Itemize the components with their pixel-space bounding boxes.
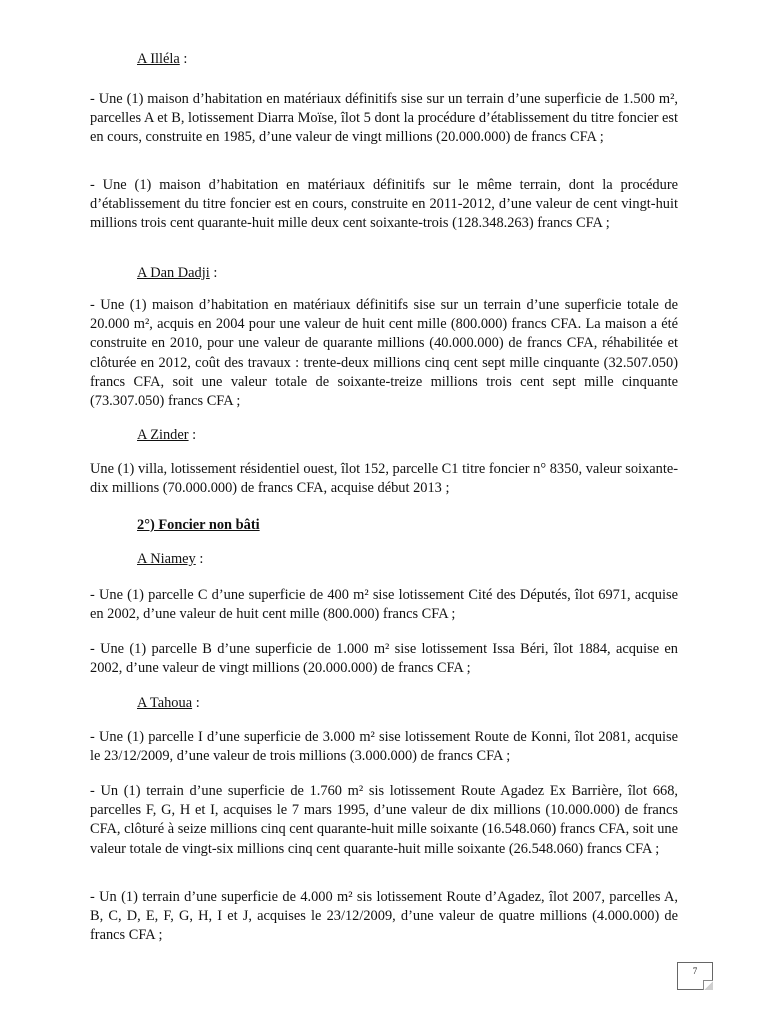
- heading-dan-dadji-place: A Dan Dadji: [137, 265, 210, 281]
- paragraph-tahoua-1: - Une (1) parcelle I d’une superficie de 3.000 m² sise lotissement Route de Konni, îlot 2081, acquise le 23/12/2009, d’une valeur de trois millions (3.000.000) de francs CFA ;: [90, 729, 678, 765]
- paragraph-illela-2: - Une (1) maison d’habitation en matériaux définitifs sur le même terrain, dont la procédure d’établissement du titre foncier est en cours, construite en 2011-2012, d’une valeur de cent vingt-huit millions trois cent quarante-huit mille deux cent soixante-trois (128.348.263) francs CFA ;: [90, 177, 678, 232]
- heading-tahoua-sep: :: [192, 695, 200, 711]
- heading-foncier-non-bati-title: 2°) Foncier non bâti: [137, 517, 260, 533]
- page-number-box: [677, 962, 713, 990]
- heading-niamey-sep: :: [195, 551, 204, 567]
- heading-niamey: [137, 550, 203, 569]
- page-number: 7: [692, 966, 698, 976]
- heading-dan-dadji-sep: :: [209, 265, 218, 281]
- heading-zinder-sep: :: [188, 427, 197, 443]
- paragraph-illela-1: - Une (1) maison d’habitation en matériaux définitifs sise sur un terrain d’une superficie de 1.500 m², parcelles A et B, lotissement Diarra Moïse, îlot 5 dont la procédure d’établissement du titre foncier est en cours, construite en 1985, d’une valeur de vingt millions (20.000.000) de francs CFA ;: [90, 91, 678, 146]
- heading-tahoua-place: A Tahoua: [137, 695, 193, 711]
- heading-dan-dadji: [137, 264, 217, 283]
- paragraph-tahoua-3: - Un (1) terrain d’une superficie de 4.000 m² sis lotissement Route d’Agadez, îlot 2007, parcelles A, B, C, D, E, F, G, H, I et J, acquises le 23/12/2009, d’une valeur de quatre millions (4.000.000) de francs CFA ;: [90, 889, 678, 944]
- paragraph-niamey-2: - Une (1) parcelle B d’une superficie de 1.000 m² sise lotissement Issa Béri, îlot 1884, acquise en 2002, d’une valeur de vingt millions (20.000.000) de francs CFA ;: [90, 641, 678, 677]
- heading-tahoua: [137, 694, 200, 713]
- paragraph-dan-dadji-1: - Une (1) maison d’habitation en matériaux définitifs sise sur un terrain d’une superficie totale de 20.000 m², acquis en 2004 pour une valeur de huit cent mille (800.000) francs CFA. La maison a été construite en 2010, pour une valeur de quarante millions (40.000.000) de francs CFA, réhabilitée et clôturée en 2012, coût des travaux : trente-deux millions cinq cent sept mille cinquante (32.507.050) francs CFA, soit une valeur totale de soixante-treize millions trois cent sept mille cinquante (73.307.050) francs CFA ;: [90, 297, 678, 410]
- page-fold-icon: [703, 980, 713, 990]
- paragraph-niamey-1: - Une (1) parcelle C d’une superficie de 400 m² sise lotissement Cité des Députés, îlot 6971, acquise en 2002, d’une valeur de huit cent mille (800.000) francs CFA ;: [90, 587, 678, 623]
- heading-illela-place: A Illéla: [137, 51, 180, 67]
- paragraph-tahoua-2: - Un (1) terrain d’une superficie de 1.760 m² sis lotissement Route Agadez Ex Barrière, îlot 668, parcelles F, G, H et I, acquises le 7 mars 1995, d’une valeur de dix millions (10.000.000) de francs CFA, clôturé à seize millions cinq cent quarante-huit mille soixante (16.548.060) francs CFA, soit une valeur totale de vingt-six millions cinq cent quarante-huit mille soixante (26.548.060) francs CFA ;: [90, 783, 678, 857]
- heading-zinder-place: A Zinder: [137, 427, 189, 443]
- heading-niamey-place: A Niamey: [137, 551, 196, 567]
- heading-foncier-non-bati: [137, 516, 260, 535]
- paragraph-zinder-1: Une (1) villa, lotissement résidentiel ouest, îlot 152, parcelle C1 titre foncier n° 8350, valeur soixante-dix millions (70.000.000) de francs CFA, acquise début 2013 ;: [90, 461, 679, 497]
- heading-illela: [137, 50, 187, 69]
- heading-illela-sep: :: [179, 51, 188, 67]
- heading-zinder: [137, 426, 196, 445]
